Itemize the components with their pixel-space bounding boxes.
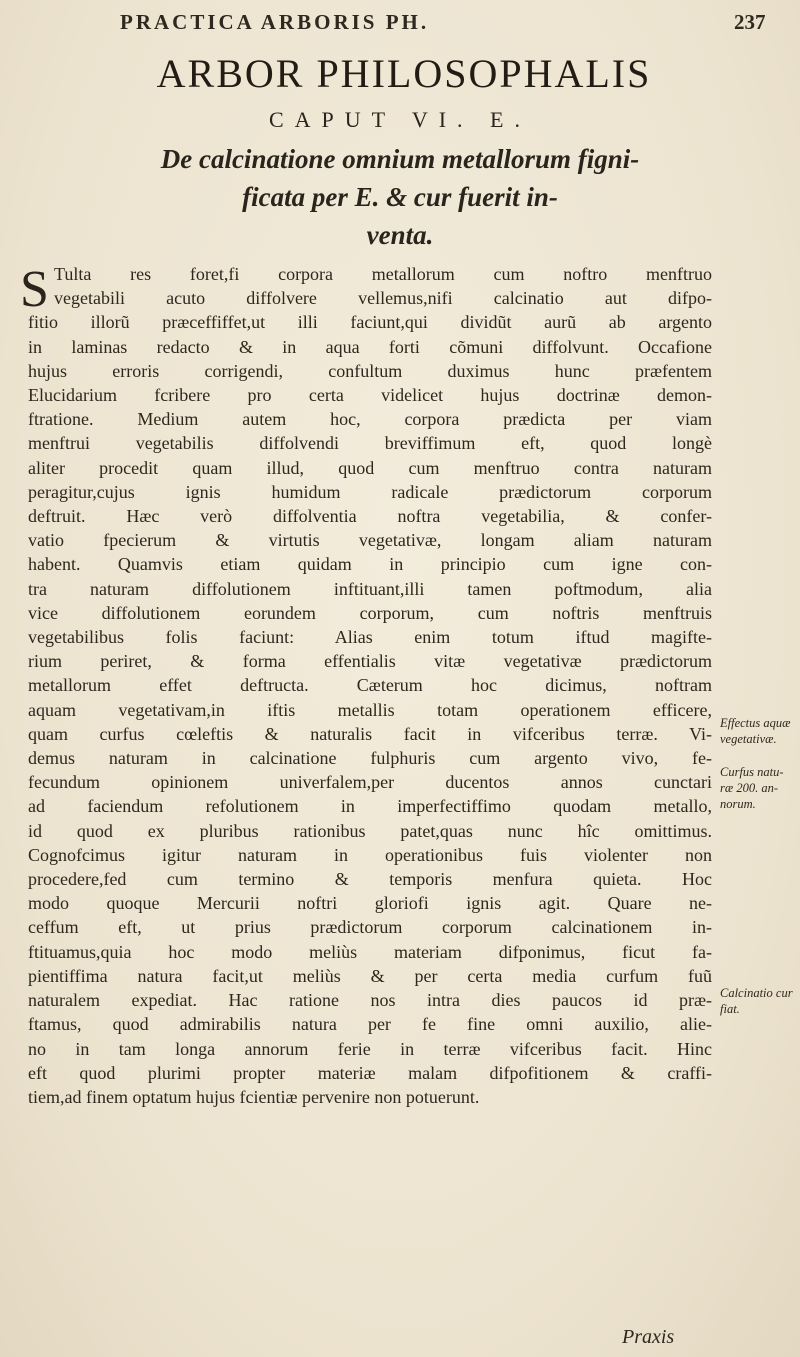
text-line: vice diffolutionem eorundem corporum, cum noftris menftruis [28,602,712,623]
text-line: metallorum effet deftructa. Cæterum hoc dicimus, noftram [28,675,712,696]
text-line: deftruit. Hæc verò diffolventia noftra vegetabilia, & confer- [28,506,712,527]
text-line: menftrui vegetabilis diffolvendi breviffimum eft, quod longè [28,433,712,454]
text-line: eft quod plurimi propter materiæ malam difpofitionem & craffi- [28,1062,712,1083]
marginal-note-line: Curfus natu- [720,765,784,779]
page-number: 237 [734,10,766,34]
drop-cap: S [20,261,49,318]
text-line: ceffum eft, ut prius prædictorum corporum calcinationem in- [28,917,712,938]
text-line: Cognofcimus igitur naturam in operationibus fuis violenter non [28,844,712,865]
marginal-note-line: ræ 200. an- [720,781,778,795]
main-title: ARBOR PHILOSOPHALIS [156,51,652,96]
chapter-heading: CAPUT VI. E. [269,107,531,132]
text-line: hujus erroris corrigendi, confultum duximus hunc præfentem [28,360,712,381]
text-line: habent. Quamvis etiam quidam in principio cum igne con- [28,554,712,575]
text-line: naturalem expediat. Hac ratione nos intra dies paucos id præ- [28,990,712,1011]
marginal-note [720,715,798,747]
running-head: PRACTICA ARBORIS PH. [120,10,430,34]
catchword: Praxis [622,1326,675,1348]
marginal-note-line: fiat. [720,1002,740,1016]
marginal-note [720,764,798,812]
text-line: ad faciendum refolutionem in imperfectiffimo quodam metallo, [28,796,712,817]
text-line: pientiffima natura facit,ut meliùs & per certa media curfum fuũ [28,965,712,986]
text-line: vegetabilibus folis faciunt: Alias enim totum iftud magifte- [28,627,712,648]
text-line: in laminas redacto & in aqua forti cõmuni diffolvunt. Occafione [28,336,712,357]
text-line: no in tam longa annorum ferie in terræ vifceribus facit. Hinc [28,1038,712,1059]
marginal-note-line: Effectus aquæ [720,716,791,730]
chapter-subtitle [60,140,740,254]
text-line: ftratione. Medium autem hoc, corpora prædicta per viam [28,409,712,430]
text-line: fecundum opinionem univerfalem,per ducentos annos cunctari [28,772,712,793]
text-line: vegetabili acuto diffolvere vellemus,nifi calcinatio aut difpo- [54,288,712,309]
text-line: fitio illorũ præceffiffet,ut illi faciunt,qui dividũt aurũ ab argento [28,312,712,333]
text-line: aliter procedit quam illud, quod cum menftruo contra naturam [28,457,712,478]
text-line: Elucidarium fcribere pro certa videlicet hujus doctrinæ demon- [28,385,712,406]
text-line: tiem,ad finem optatum hujus fcientiæ pervenire non potuerunt. [28,1086,480,1107]
text-line: aquam vegetativam,in iftis metallis totam operationem efficere, [28,699,712,720]
marginal-note-line: vegetativæ. [720,732,777,746]
text-line: demus naturam in calcinatione fulphuris cum argento vivo, fe- [28,748,712,769]
subtitle-line: venta. [366,220,434,250]
subtitle-line: ficata per E. & cur fuerit in- [242,182,558,212]
body-text [28,262,712,1109]
marginal-note-line: norum. [720,797,756,811]
marginal-note [720,985,798,1017]
text-line: modo quoque Mercurii noftri gloriofi ignis agit. Quare ne- [28,893,712,914]
text-line: ftamus, quod admirabilis natura per fe fine omni auxilio, alie- [28,1014,712,1035]
text-line: id quod ex pluribus rationibus patet,quas nunc hîc omittimus. [28,820,712,841]
text-line: rium periret, & forma effentialis vitæ vegetativæ prædictorum [28,651,712,672]
marginal-note-line: Calcinatio cur [720,986,793,1000]
text-line: tra naturam diffolutionem inftituant,illi tamen poftmodum, alia [28,578,712,599]
text-line: procedere,fed cum termino & temporis menfura quieta. Hoc [28,869,712,890]
text-line: vatio fpecierum & virtutis vegetativæ, longam aliam naturam [28,530,712,551]
text-line: peragitur,cujus ignis humidum radicale prædictorum corporum [28,481,712,502]
text-line: ftituamus,quia hoc modo meliùs materiam difponimus, ficut fa- [28,941,712,962]
text-line: quam curfus cœleftis & naturalis facit in vifceribus terræ. Vi- [28,723,712,744]
subtitle-line: De calcinatione omnium metallorum figni- [160,144,640,174]
text-line: Tulta res foret,fi corpora metallorum cum noftro menftruo [54,264,712,284]
